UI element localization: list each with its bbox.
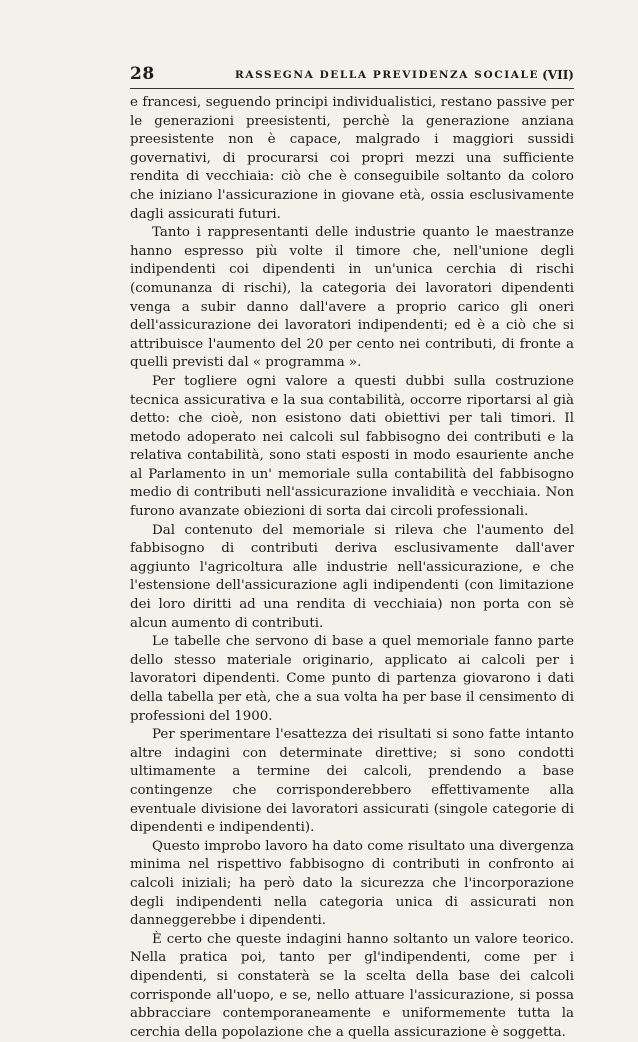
paragraph: Dal contenuto del memoriale si rileva che l'aumento del fabbisogno di contributi deriva esclusivamente dall'aver aggiunto l'agricoltura alle industrie nell'assicurazione, e che l'estensione dell'assicurazione agli indipendenti (con limitazione dei loro diritti ad una rendita di vecchiaia) non porta con sè alcun aumento di contributi.: [130, 522, 574, 631]
header-rule: [130, 88, 574, 89]
paragraph: Per togliere ogni valore a questi dubbi sulla costruzione tecnica assicurativa e la sua contabilità, occorre riportarsi al già detto: che cioè, non esistono dati obiettivi per tali timori. Il metodo adoperato nei calcoli sul fabbisogno dei contributi e la relativa contabilità, sono stati esposti in modo esauriente anche al Parlamento in un' memoriale sulla contabilità del fabbisogno medio di contributi nell'assicurazione invalidità e vecchiaia. Non furono avanzate obiezioni di sorta dai circoli professionali.: [130, 373, 574, 520]
paragraph: Tanto i rappresentanti delle industrie quanto le maestranze hanno espresso più volte il timore che, nell'unione degli indipendenti coi dipendenti in un'unica cerchia di rischi (comunanza di rischi), la categoria dei lavoratori dipendenti venga a subir danno dall'avere a proprio carico gli oneri dell'assicurazione dei lavoratori indipendenti; ed è a ciò che si attribuisce l'aumento del 20 per cento nei contributi, di fronte a quelli previsti dal « programma ».: [130, 225, 574, 371]
paragraph: Questo improbo lavoro ha dato come risultato una divergenza minima nel rispettivo fabbisogno di contributi in confronto ai calcoli iniziali; ha però dato la sicurezza che l'incorporazione degli indipendenti nella categoria unica di assicurati non danneggerebbe i dipendenti.: [130, 838, 574, 929]
page-number: 28: [130, 64, 155, 84]
page-header: [130, 64, 574, 86]
paragraph: e francesi, seguendo principi individualistici, restano passive per le generazioni preesistenti, perchè la generazione anziana preesistente non è capace, malgrado i maggiori sussidi governativi, di procurarsi coi propri mezzi una sufficiente rendita di vecchiaia: ciò che è conseguibile soltanto da coloro che iniziano l'assicurazione in giovane età, ossia esclusivamente dagli assicurati futuri.: [130, 95, 574, 222]
paragraph: Per sperimentare l'esattezza dei risultati si sono fatte intanto altre indagini con determinate direttive; si sono condotti ultimamente a termine dei calcoli, prendendo a base contingenze che corrisponderebbero effettivamente alla eventuale divisione dei lavoratori assicurati (singole categorie di dipendenti e indipendenti).: [130, 727, 574, 836]
running-title: RASSEGNA DELLA PREVIDENZA SOCIALE: [235, 69, 540, 81]
section-number: (VII): [542, 68, 574, 82]
paragraph: Le tabelle che servono di base a quel memoriale fanno parte dello stesso materiale originario, applicato ai calcoli per i lavoratori dipendenti. Come punto di partenza giovarono i dati della tabella per età, che a sua volta ha per base il censimento di professioni del 1900.: [130, 634, 574, 724]
paragraph: È certo che queste indagini hanno soltanto un valore teorico. Nella pratica poi, tanto per gl'indipendenti, come per i dipendenti, si constaterà se la scelta della base dei calcoli corrisponde all'uopo, e se, nello attuare l'assicurazione, si possa abbracciare contemporaneamente e uniformemente tutta la cerchia della popolazione che a quella assicurazione è soggetta.: [130, 931, 574, 1040]
